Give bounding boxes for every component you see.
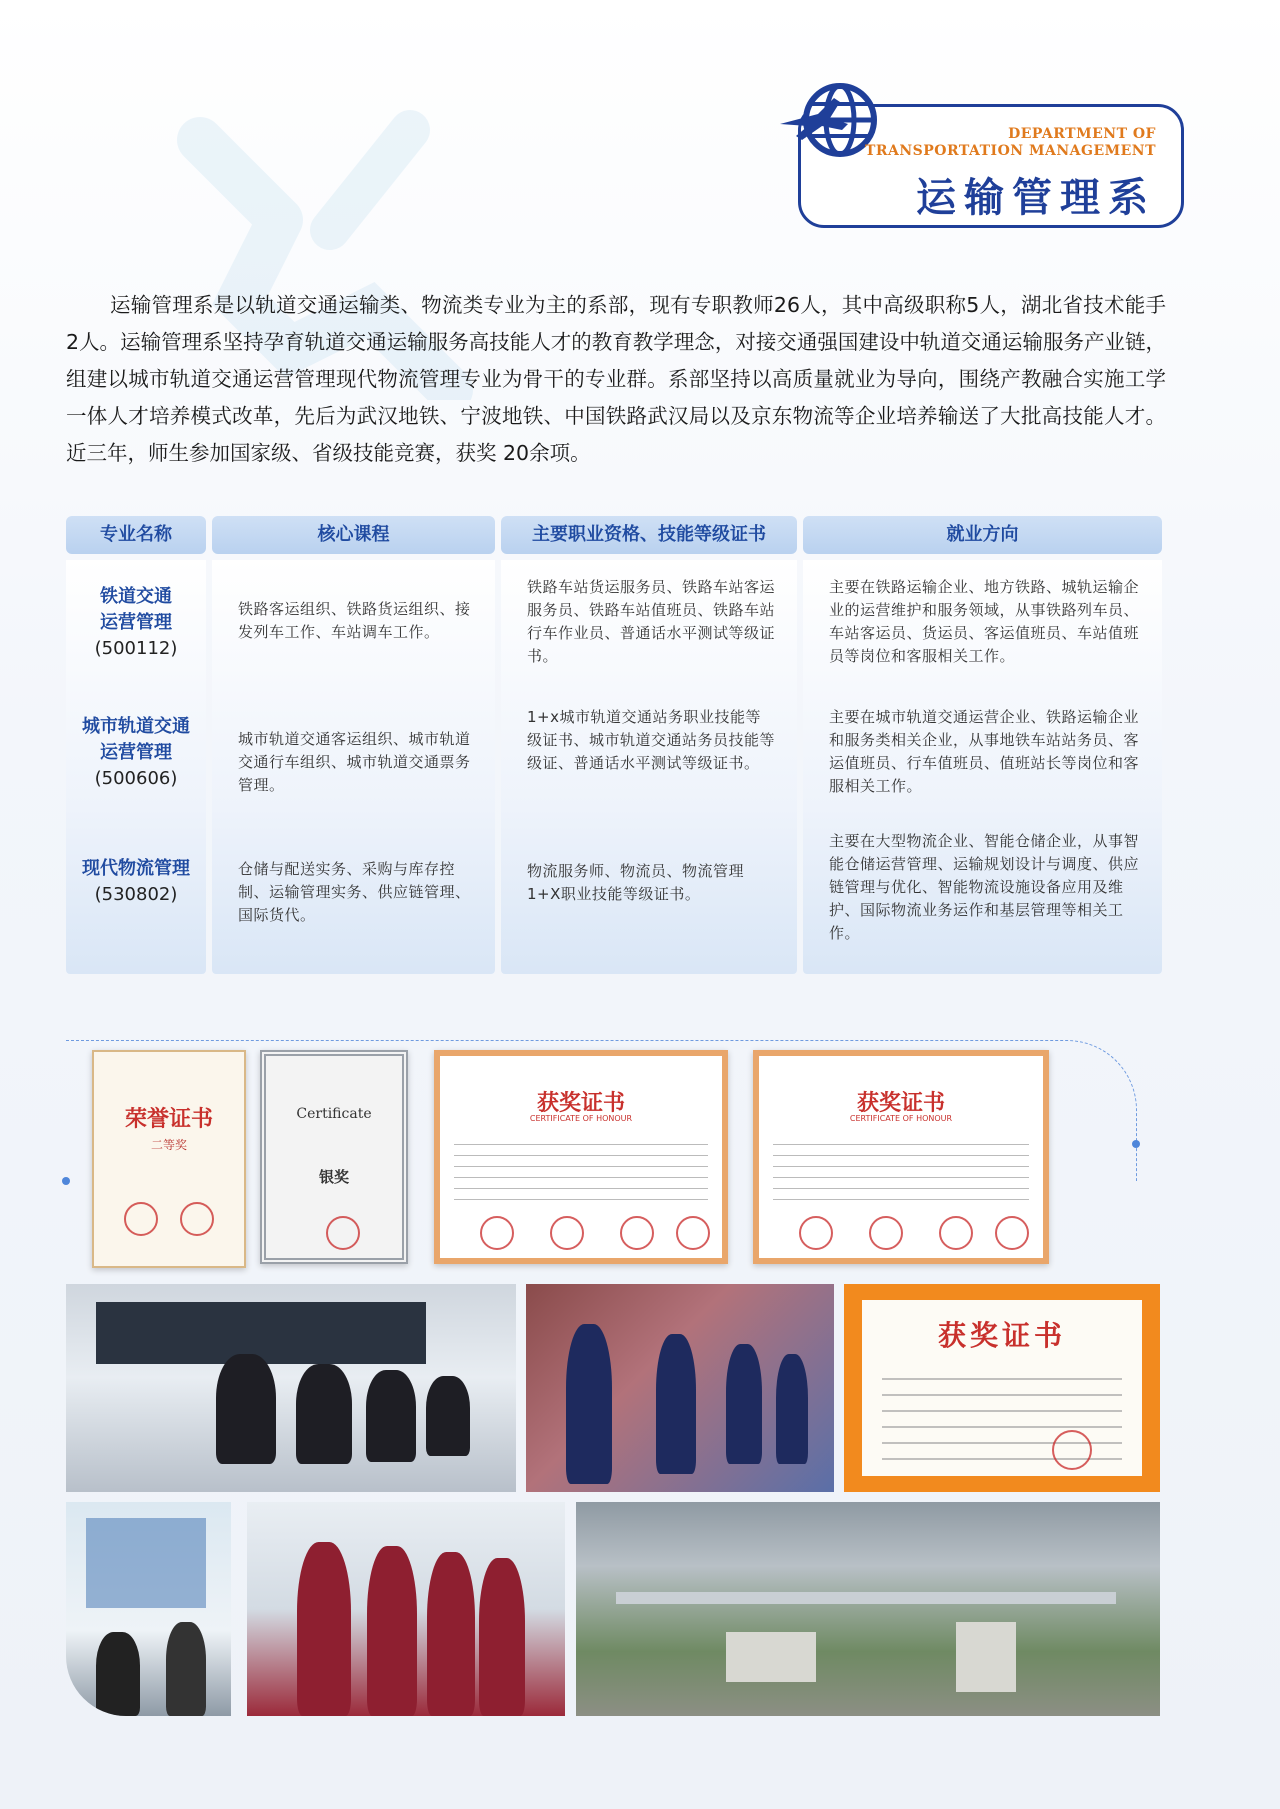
certificate-silver <box>260 1050 408 1264</box>
seal-icon <box>1052 1430 1092 1470</box>
seal-icon <box>326 1216 360 1250</box>
major-code: (500112) <box>94 638 178 659</box>
performer-figure <box>726 1344 762 1464</box>
photo-dispatch-training-room <box>66 1284 516 1492</box>
model-building <box>956 1622 1016 1692</box>
certificate-subtitle: CERTIFICATE OF HONOUR <box>849 1114 953 1123</box>
department-english-name <box>865 126 1156 160</box>
major-code: (530802) <box>94 884 178 905</box>
department-badge <box>770 70 1190 235</box>
certificates-column <box>501 560 797 974</box>
seal-icon <box>620 1216 654 1250</box>
certificates-cell: 物流服务师、物流员、物流管理1+X职业技能等级证书。 <box>527 862 745 903</box>
seal-icon <box>869 1216 903 1250</box>
signal-panel <box>86 1518 206 1608</box>
model-building <box>726 1632 816 1682</box>
photo-award-certificate <box>844 1284 1160 1492</box>
attendant-figure <box>297 1542 351 1716</box>
header-employment: 就业方向 <box>803 516 1162 554</box>
certificates-cell: 铁路车站货运服务员、铁路车站客运服务员、铁路车站值班员、铁路车站行车作业员、普通话水平测试等级证书。 <box>527 578 776 665</box>
header-major-name: 专业名称 <box>66 516 206 554</box>
major-name-cell <box>66 714 206 792</box>
student-figure <box>96 1632 140 1716</box>
major-name: 运营管理 <box>100 742 172 763</box>
attendant-figure <box>479 1558 525 1716</box>
attendant-figure <box>427 1552 475 1716</box>
certificate-title: Certificate <box>296 1106 372 1122</box>
employment-cell: 主要在大型物流企业、智能仓储企业，从事智能仓储运营管理、运输规划设计与调度、供应链管理与优化、智能物流设施设备应用及维护、国际物流业务运作和基层管理等相关工作。 <box>829 832 1140 942</box>
certificate-honor <box>92 1050 246 1268</box>
seal-icon <box>676 1216 710 1250</box>
certificates-cell: 1+x城市轨道交通站务职业技能等级证书、城市轨道交通站务员技能等级证、普通话水平测试等级证书。 <box>527 708 776 772</box>
certificate-subtitle: CERTIFICATE OF HONOUR <box>529 1114 633 1123</box>
courses-cell: 仓储与配送实务、采购与库存控制、运输管理实务、供应链管理、国际货代。 <box>238 860 471 924</box>
seal-icon <box>995 1216 1029 1250</box>
dispatch-screen <box>96 1302 426 1364</box>
major-name-cell <box>66 584 206 662</box>
performer-figure <box>566 1324 612 1484</box>
student-figure <box>166 1622 206 1716</box>
seal-icon <box>799 1216 833 1250</box>
seal-icon <box>180 1202 214 1236</box>
photo-signal-control-lab <box>66 1502 231 1716</box>
student-figure <box>296 1364 352 1464</box>
performer-figure <box>776 1354 808 1464</box>
table-header <box>66 516 1162 554</box>
department-chinese-name: 运输管理系 <box>916 174 1156 221</box>
student-figure <box>216 1354 276 1464</box>
decorative-dot <box>1132 1140 1140 1148</box>
courses-cell: 城市轨道交通客运组织、城市轨道交通行车组织、城市轨道交通票务管理。 <box>238 730 471 794</box>
major-name: 铁道交通 <box>100 586 172 607</box>
certificate-award-2 <box>753 1050 1049 1264</box>
award-certificate-title: 获奖证书 <box>937 1319 1066 1352</box>
major-name: 城市轨道交通 <box>82 716 190 737</box>
certificate-award: 二等奖 <box>150 1138 187 1152</box>
attendant-figure <box>367 1546 417 1716</box>
seal-icon <box>550 1216 584 1250</box>
department-english-line2: TRANSPORTATION MANAGEMENT <box>864 143 1156 159</box>
core-courses-column <box>212 560 495 974</box>
certificate-title: 荣誉证书 <box>124 1106 213 1132</box>
major-name-column <box>66 560 206 974</box>
employment-column <box>803 560 1162 974</box>
courses-cell: 铁路客运组织、铁路货运组织、接发列车工作、车站调车工作。 <box>238 600 471 641</box>
certificate-title: 获奖证书 <box>536 1090 625 1116</box>
photo-rail-sand-table-model <box>576 1502 1160 1716</box>
model-track <box>616 1592 1116 1604</box>
performer-figure <box>656 1334 696 1474</box>
major-name: 运营管理 <box>100 612 172 633</box>
major-name-cell <box>66 856 206 908</box>
seal-icon <box>939 1216 973 1250</box>
decorative-dot <box>62 1177 70 1185</box>
student-figure <box>366 1370 416 1462</box>
major-name: 现代物流管理 <box>82 858 190 879</box>
employment-cell: 主要在铁路运输企业、地方铁路、城轨运输企业的运营维护和服务领域，从事铁路列车员、车站客运员、货运员、客运值班员、车站值班员等岗位和客服相关工作。 <box>829 578 1140 665</box>
certificate-title: 获奖证书 <box>856 1090 945 1116</box>
department-introduction: 运输管理系是以轨道交通运输类、物流类专业为主的系部，现有专职教师26人，其中高级职称5人，湖北省技术能手2人。运输管理系坚持孕育轨道交通运输服务高技能人才的教育教学理念，对接交通强国建设中轨道交通运输服务产业链，组建以城市轨道交通运营管理现代物流管理专业为骨干的专业群。系部坚持以高质量就业为导向，围绕产教融合实施工学一体人才培养模式改革，先后为武汉地铁、宁波地铁、中国铁路武汉局以及京东物流等企业培养输送了大批高技能人才。近三年，师生参加国家级、省级技能竞赛，获奖 20余项。 <box>66 292 1166 465</box>
photo-train-attendants <box>247 1502 565 1716</box>
seal-icon <box>124 1202 158 1236</box>
award-certificate-paper <box>862 1300 1142 1476</box>
certificate-award: 银奖 <box>318 1168 349 1186</box>
majors-table <box>66 516 1162 974</box>
employment-cell: 主要在城市轨道交通运营企业、铁路运输企业和服务类相关企业，从事地铁车站站务员、客运值班员、行车值班员、值班站长等岗位和客服相关工作。 <box>829 708 1140 795</box>
table-body <box>66 560 1162 974</box>
header-certificates: 主要职业资格、技能等级证书 <box>501 516 797 554</box>
certificate-text-lines <box>454 1134 708 1210</box>
header-core-courses: 核心课程 <box>212 516 495 554</box>
photo-service-performance <box>526 1284 834 1492</box>
student-figure <box>426 1376 470 1456</box>
certificate-award-1 <box>434 1050 728 1264</box>
department-english-line1: DEPARTMENT OF <box>1008 126 1156 142</box>
major-code: (500606) <box>94 768 178 789</box>
certificate-text-lines <box>773 1134 1029 1210</box>
seal-icon <box>480 1216 514 1250</box>
